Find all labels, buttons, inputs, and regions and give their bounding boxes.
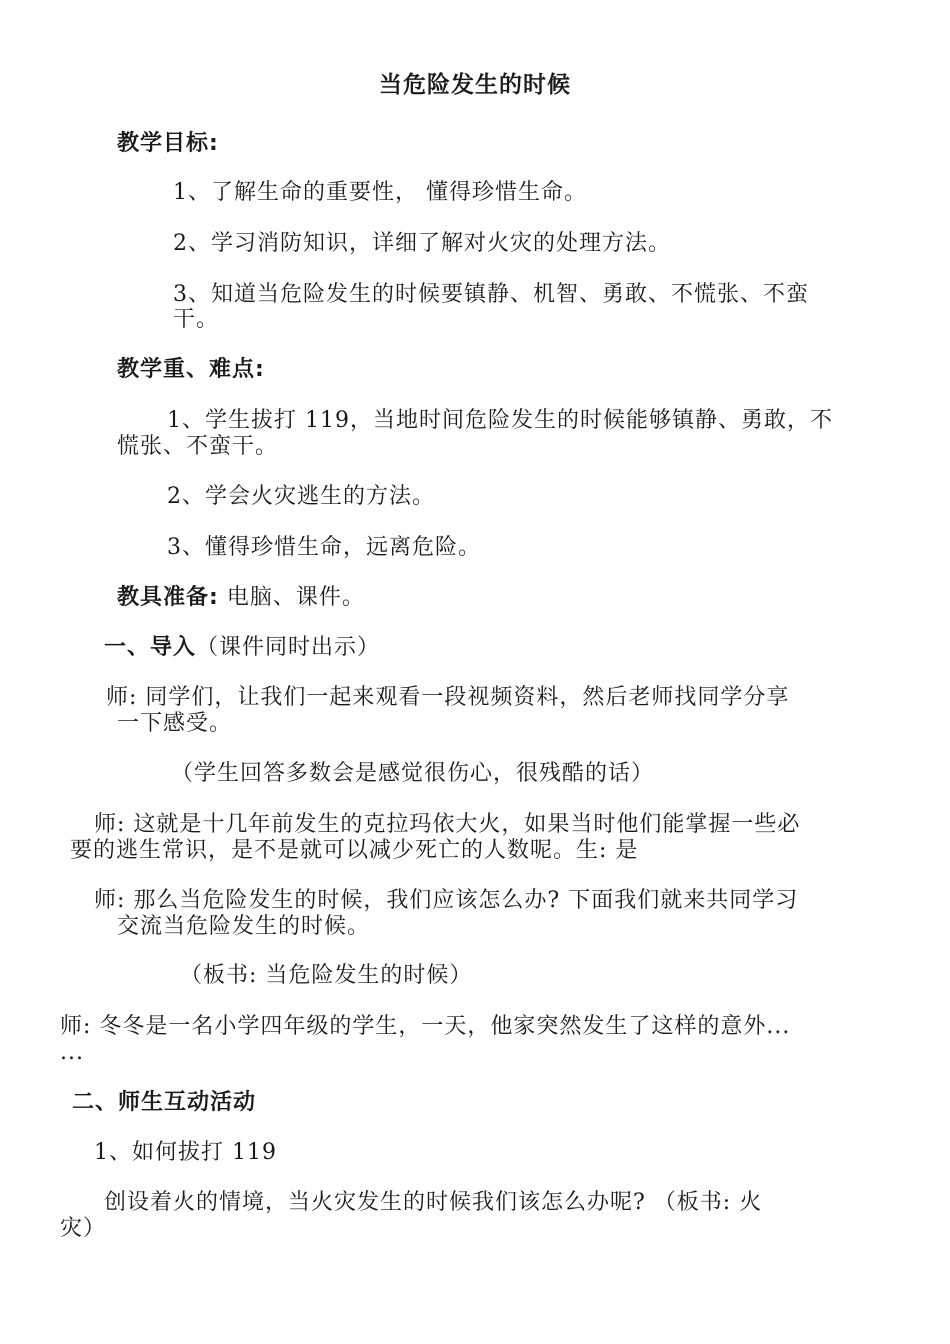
- section-2-heading: 二、师生互动活动: [72, 1090, 257, 1115]
- section-1-para-4-line-2: 交流当危险发生的时候。: [117, 914, 371, 939]
- materials-value: 电脑、课件。: [226, 585, 365, 610]
- section-1-para-4-line-1: 师: 那么当危险发生的时候，我们应该怎么办? 下面我们就来共同学习: [94, 888, 799, 913]
- materials-label: 教具准备:: [117, 585, 219, 610]
- section-2-para-1-line-2: 灾）: [60, 1216, 107, 1241]
- section-1-para-1-line-2: 一下感受。: [117, 711, 233, 736]
- objective-item-2: 2、学习消防知识，详细了解对火灾的处理方法。: [173, 231, 671, 256]
- section-1-para-3-line-2: 要的逃生常识，是不是就可以减少死亡的人数呢。生: 是: [70, 838, 639, 863]
- key-point-3: 3、懂得珍惜生命，远离危险。: [167, 535, 481, 560]
- section-1-heading-line: [104, 635, 380, 661]
- key-point-1-line-1: 1、学生拔打 119，当地时间危险发生的时候能够镇静、勇敢，不: [167, 408, 833, 433]
- document-title: 当危险发生的时候: [379, 72, 571, 98]
- objective-item-3-line-1: 3、知道当危险发生的时候要镇静、机智、勇敢、不慌张、不蛮: [173, 282, 809, 307]
- section-1-para-6-line-1: 师: 冬冬是一名小学四年级的学生，一天，他家突然发生了这样的意外...: [60, 1014, 791, 1039]
- key-point-2: 2、学会火灾逃生的方法。: [167, 484, 435, 509]
- objective-item-1: 1、了解生命的重要性， 懂得珍惜生命。: [173, 180, 587, 205]
- objective-item-3-line-2: 干。: [173, 307, 220, 332]
- section-1-para-2: （学生回答多数会是感觉很伤心，很残酷的话）: [171, 761, 655, 786]
- section-1-heading: 一、导入: [104, 635, 197, 660]
- section-1-para-6-line-2: ...: [60, 1040, 84, 1065]
- key-points-heading: 教学重、难点:: [117, 357, 265, 382]
- section-1-para-5: （板书: 当危险发生的时候）: [180, 963, 473, 988]
- section-1-para-3-line-1: 师: 这就是十几年前发生的克拉玛依大火，如果当时他们能掌握一些必: [94, 812, 801, 837]
- materials-line: [117, 585, 365, 611]
- objectives-heading: 教学目标:: [117, 131, 219, 156]
- section-1-para-1-line-1: 师: 同学们，让我们一起来观看一段视频资料，然后老师找同学分享: [106, 685, 790, 710]
- section-2-para-1-line-1: 创设着火的情境，当火灾发生的时候我们该怎么办呢? （板书: 火: [104, 1190, 763, 1215]
- key-point-1-line-2: 慌张、不蛮干。: [117, 434, 279, 459]
- section-2-sub-1: 1、如何拔打 119: [94, 1140, 277, 1165]
- section-1-note: （课件同时出示）: [196, 635, 381, 660]
